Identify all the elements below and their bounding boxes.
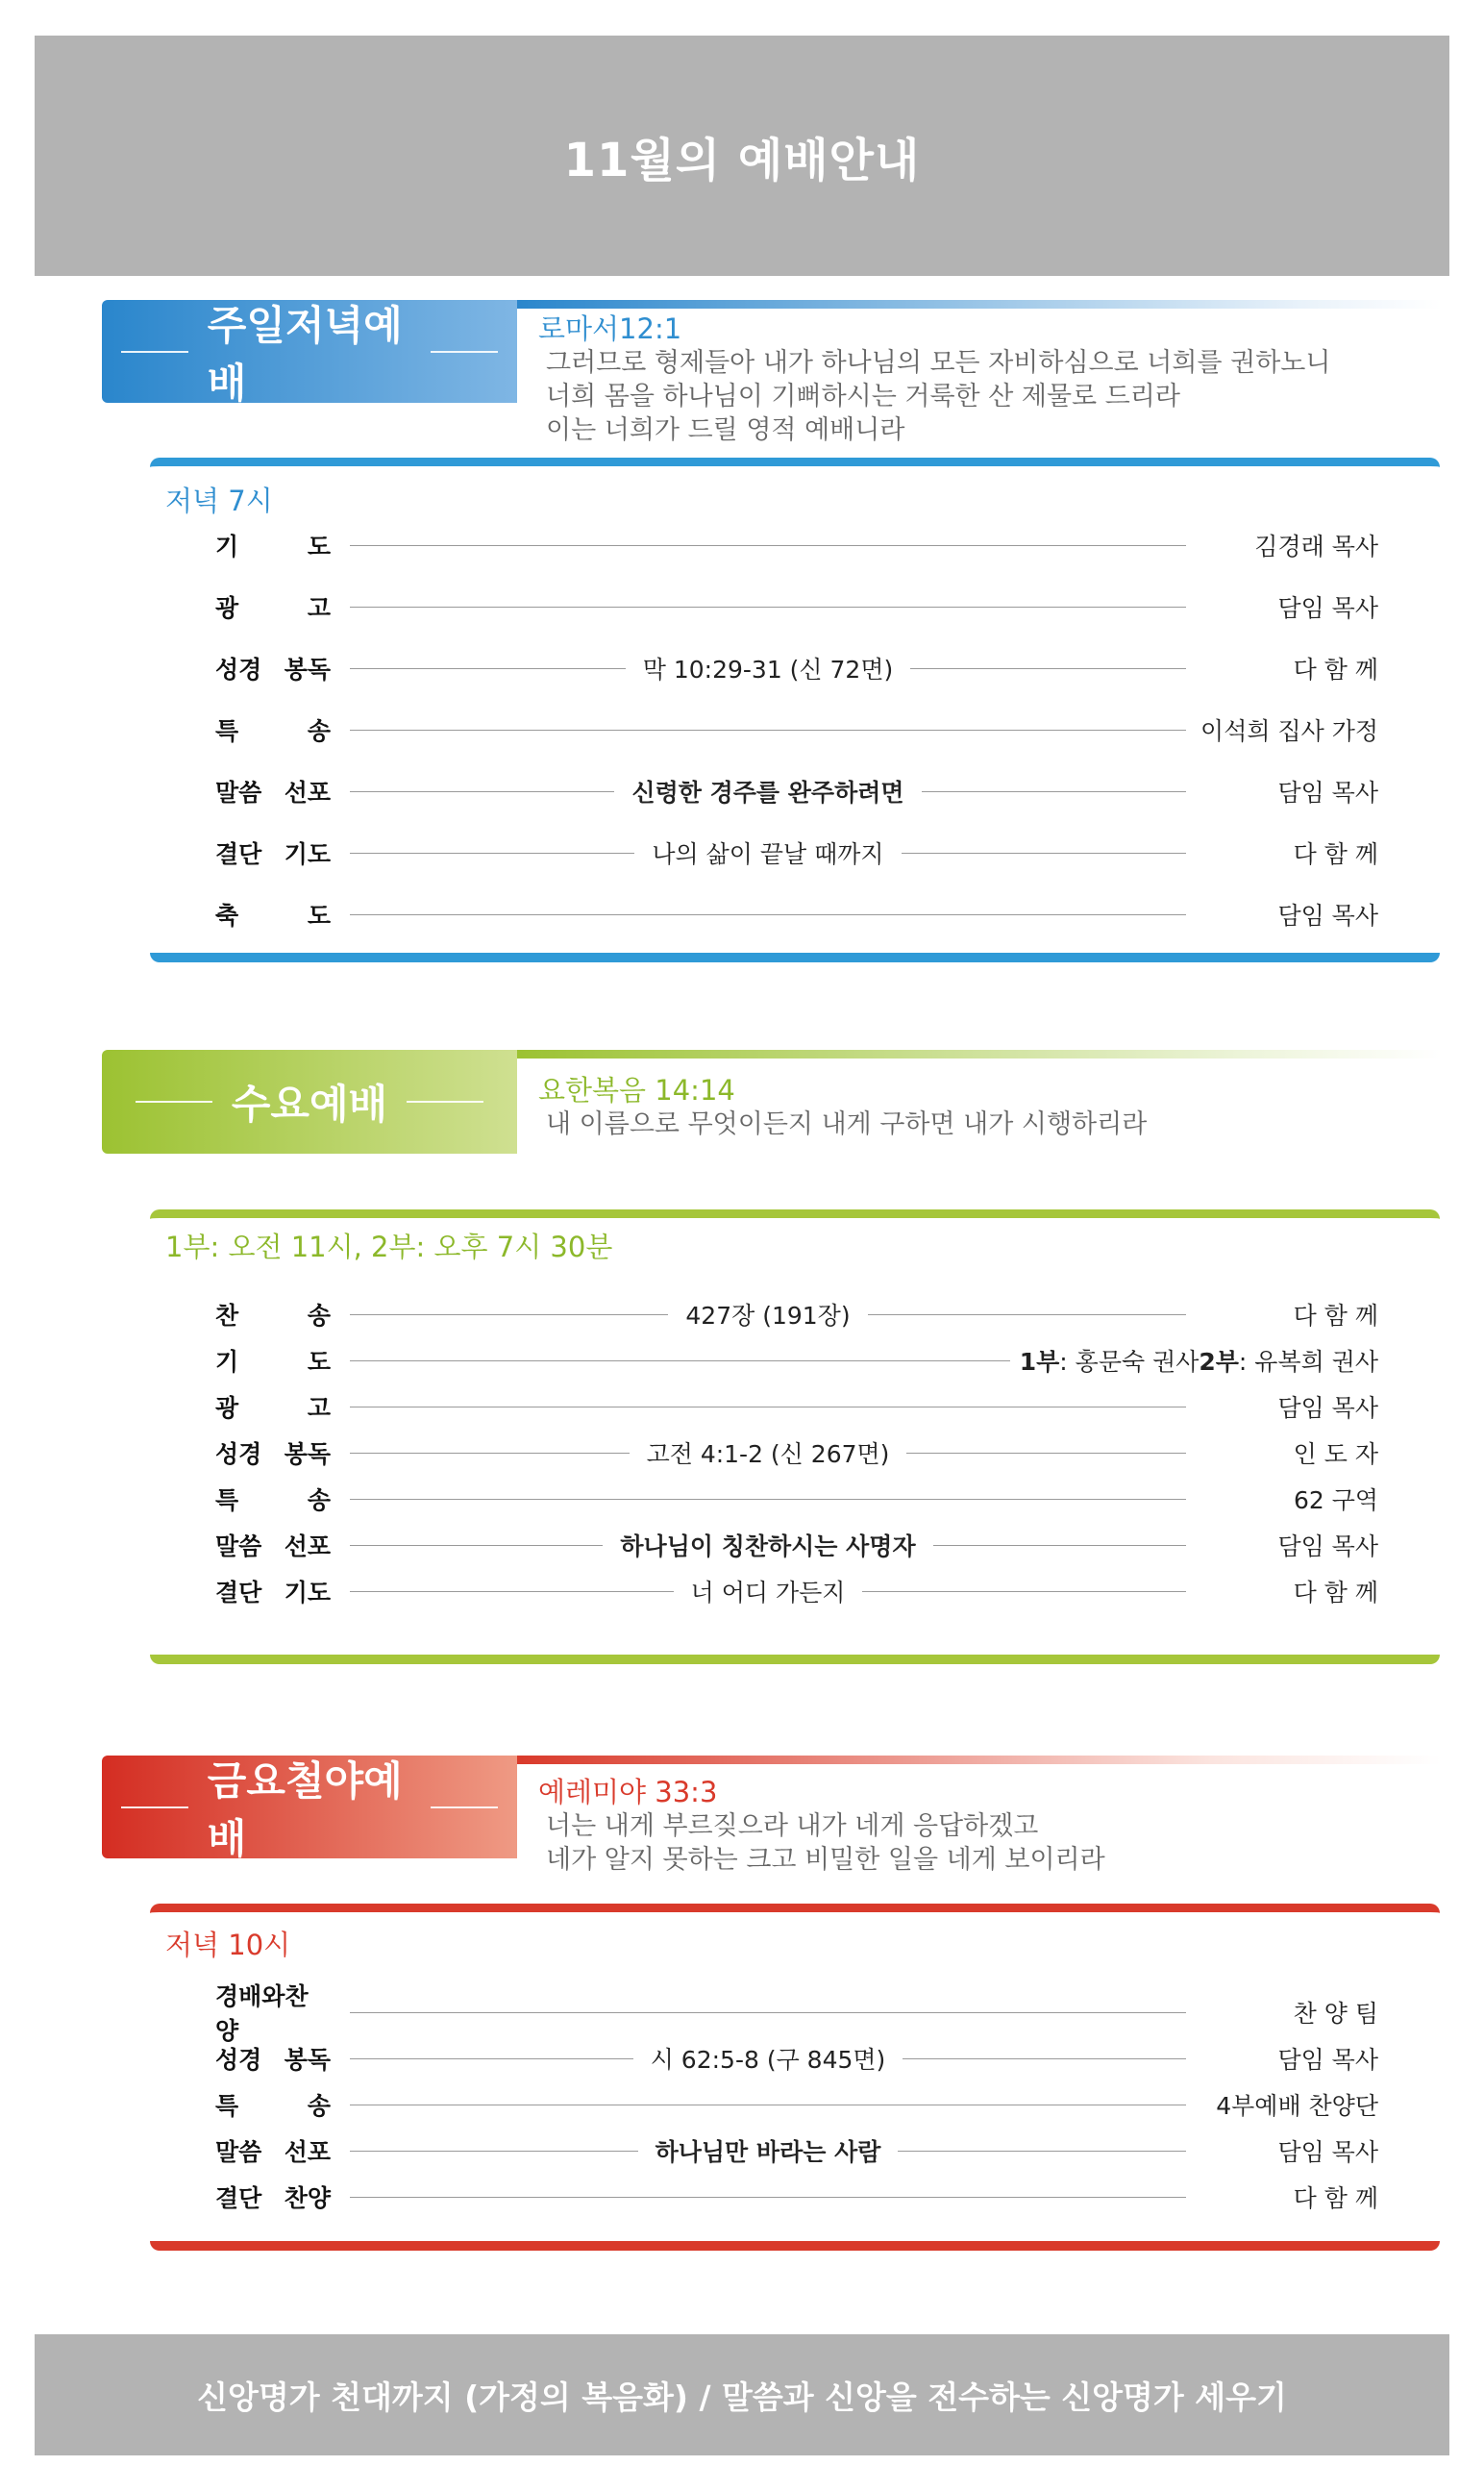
friday-verse-line: 네가 알지 못하는 크고 비밀한 일을 네게 보이리라: [546, 1845, 1105, 1875]
order-leader-text: 김경래 목사: [1254, 533, 1378, 560]
order-label: [215, 1982, 331, 2045]
order-leader-text: 담임 목사: [1277, 1394, 1378, 1422]
order-leader-text: 다 함 께: [1293, 656, 1378, 684]
order-label-part: 특: [215, 717, 239, 745]
order-leader-part: 2부: [1199, 1348, 1239, 1376]
sunday-verse-ref: 로마서12:1: [538, 312, 682, 345]
order-label: [215, 576, 331, 637]
section-sunday-evening: [0, 300, 1484, 973]
wednesday-verse-line: 내 이름으로 무엇이든지 내게 구하면 내가 시행하리라: [546, 1109, 1148, 1139]
leader-line: [350, 2012, 1186, 2013]
friday-order-box: [150, 1904, 1440, 2251]
order-leader-text: 이석희 집사 가정: [1200, 717, 1378, 745]
order-label: [215, 1522, 331, 1568]
order-leader-text: 다 함 께: [1293, 1302, 1378, 1330]
order-label: [215, 760, 331, 822]
order-leader-text: 담임 목사: [1277, 2046, 1378, 2074]
order-label-part: 봉독: [284, 656, 331, 684]
order-detail: [350, 2035, 1186, 2081]
order-label: [215, 2174, 331, 2220]
order-row: [215, 1383, 1378, 1430]
order-leader-text: 62 구역: [1293, 1486, 1378, 1514]
footer-banner: [35, 2334, 1449, 2455]
order-detail-text: 시 62:5-8 (구 845면): [633, 2041, 903, 2076]
wednesday-verse-ref: 요한복음 14:14: [538, 1074, 735, 1107]
order-label-part: 송: [307, 1302, 331, 1330]
sunday-verse-line: 그러므로 형제들아 내가 하나님의 모든 자비하심으로 너희를 권하노니: [546, 348, 1331, 378]
leader-line: [350, 607, 1186, 608]
order-row: [215, 760, 1378, 822]
friday-verse-line: 너는 내게 부르짖으라 내가 네게 응답하겠고: [546, 1811, 1039, 1841]
order-label-part: 고: [307, 1394, 331, 1422]
order-label-part: 광: [215, 1394, 239, 1422]
order-label-part: 기도: [284, 840, 331, 868]
order-label-part: 봉독: [284, 2046, 331, 2074]
order-label-part: 도: [307, 902, 331, 930]
order-label-part: 말씀: [215, 2138, 262, 2166]
order-leader-text: 인 도 자: [1293, 1440, 1378, 1468]
order-leader: [1284, 1291, 1378, 1337]
footer-text: 신앙명가 천대까지 (가정의 복음화) / 말씀과 신앙을 전수하는 신앙명가 세우기: [197, 2378, 1287, 2416]
order-label-part: 송: [307, 2092, 331, 2120]
page-title: 11월의 예배안내: [563, 133, 921, 187]
wednesday-order-box: [150, 1209, 1440, 1664]
order-label-part: 결단: [215, 1579, 262, 1607]
order-label-part: 선포: [284, 2138, 331, 2166]
order-detail: [350, 760, 1186, 822]
order-leader-text: 다 함 께: [1293, 840, 1378, 868]
friday-order-rows: [215, 1982, 1378, 2220]
order-label: [215, 822, 331, 884]
order-detail-text: 나의 삶이 끝날 때까지: [634, 835, 901, 870]
order-detail: [350, 822, 1186, 884]
order-label-part: 도: [307, 1348, 331, 1376]
sunday-time: 저녁 7시: [165, 485, 273, 517]
order-label: [215, 2035, 331, 2081]
order-leader-part: 1부: [1019, 1348, 1060, 1376]
order-row: [215, 822, 1378, 884]
order-detail-text: 막 10:29-31 (신 72면): [626, 651, 911, 685]
order-label-part: 성경: [215, 1440, 262, 1468]
leader-line: [350, 1499, 1186, 1500]
order-leader-text: 담임 목사: [1277, 1532, 1378, 1560]
sunday-tab: [102, 300, 517, 407]
friday-topline: [517, 1756, 1442, 1764]
order-leader: [1191, 699, 1378, 760]
order-leader: [1284, 1476, 1378, 1522]
order-label-part: 도: [307, 533, 331, 560]
order-detail-text: 하나님이 칭찬하시는 사명자: [603, 1528, 932, 1562]
order-leader: [1010, 1337, 1378, 1383]
order-leader: [1268, 2035, 1378, 2081]
order-row: [215, 2128, 1378, 2174]
order-leader: [1268, 884, 1378, 945]
order-leader-text: 담임 목사: [1277, 594, 1378, 622]
order-detail: [350, 2128, 1186, 2174]
order-row: [215, 1291, 1378, 1337]
order-label-part: 성경: [215, 656, 262, 684]
leader-line: [350, 2197, 1186, 2198]
order-row: [215, 637, 1378, 699]
order-label-part: 성경: [215, 2046, 262, 2074]
order-leader: [1268, 1522, 1378, 1568]
order-row: [215, 2174, 1378, 2220]
section-friday-night: [0, 1756, 1484, 2255]
order-leader: [1284, 637, 1378, 699]
order-label: [215, 637, 331, 699]
order-label-part: 선포: [284, 1532, 331, 1560]
order-label-part: 말씀: [215, 1532, 262, 1560]
wednesday-time: 1부: 오전 11시, 2부: 오후 7시 30분: [165, 1231, 613, 1263]
sunday-order-box: [150, 458, 1440, 962]
order-row: [215, 1982, 1378, 2045]
order-leader: [1284, 1989, 1378, 2035]
order-row: [215, 699, 1378, 760]
order-row: [215, 2035, 1378, 2081]
order-row: [215, 1476, 1378, 1522]
header-banner: [35, 36, 1449, 276]
order-leader: [1284, 1430, 1378, 1476]
order-detail-text: 신령한 경주를 완주하려면: [614, 774, 921, 809]
order-leader: [1268, 760, 1378, 822]
friday-verse-ref: 예레미야 33:3: [538, 1776, 718, 1808]
friday-tab: [102, 1756, 517, 1862]
order-label-part: 기도: [284, 1579, 331, 1607]
order-label-part: 광: [215, 594, 239, 622]
order-label: [215, 1476, 331, 1522]
friday-verse: [538, 1775, 1105, 1877]
order-row: [215, 576, 1378, 637]
order-label-part: 봉독: [284, 1440, 331, 1468]
sunday-verse: [538, 311, 1330, 447]
order-label-part: 결단: [215, 2184, 262, 2212]
section-wednesday: [0, 1050, 1484, 1684]
sunday-topline: [517, 300, 1442, 309]
order-row: [215, 884, 1378, 945]
wednesday-tab-label: 수요예배: [231, 1081, 388, 1128]
order-detail: [350, 637, 1186, 699]
order-label-part: 찬양: [284, 2184, 331, 2212]
sunday-tab-label: 주일저녁예배: [207, 301, 403, 407]
order-detail-text: 고전 4:1-2 (신 267면): [630, 1435, 907, 1470]
order-leader: [1284, 822, 1378, 884]
order-label: [215, 2128, 331, 2174]
order-leader-text: 다 함 께: [1293, 1579, 1378, 1607]
order-label: [215, 2081, 331, 2128]
order-leader: [1284, 2174, 1378, 2220]
order-detail: [350, 1568, 1186, 1614]
order-label: [215, 1383, 331, 1430]
order-detail: [350, 1522, 1186, 1568]
order-label-part: 기: [215, 1348, 239, 1376]
order-label-part: 송: [307, 1486, 331, 1514]
order-label: [215, 1430, 331, 1476]
sunday-verse-line: 이는 너희가 드릴 영적 예배니라: [546, 415, 905, 445]
order-leader: [1284, 1568, 1378, 1614]
order-label: [215, 1337, 331, 1383]
order-leader-text: 찬 양 팀: [1293, 2000, 1378, 2028]
order-leader-text: 담임 목사: [1277, 779, 1378, 807]
order-row: [215, 514, 1378, 576]
order-leader: [1268, 1383, 1378, 1430]
order-label-part: 경배와찬양: [215, 1982, 309, 2045]
order-leader-text: 담임 목사: [1277, 902, 1378, 930]
order-label: [215, 1568, 331, 1614]
order-label-part: 송: [307, 717, 331, 745]
wednesday-order-rows: [215, 1291, 1378, 1614]
order-label-part: 축: [215, 902, 239, 930]
order-leader-text: 4부예배 찬양단: [1216, 2092, 1378, 2120]
sunday-order-rows: [215, 514, 1378, 945]
order-detail-text: 너 어디 가든지: [674, 1574, 863, 1608]
order-label-part: 선포: [284, 779, 331, 807]
order-label-part: 말씀: [215, 779, 262, 807]
order-row: [215, 2081, 1378, 2128]
order-label-part: 특: [215, 2092, 239, 2120]
order-detail-text: 하나님만 바라는 사람: [638, 2133, 899, 2168]
order-leader: [1268, 576, 1378, 637]
wednesday-topline: [517, 1050, 1442, 1059]
order-row: [215, 1430, 1378, 1476]
order-label-part: 기: [215, 533, 239, 560]
order-leader-text: 다 함 께: [1293, 2184, 1378, 2212]
order-label-part: 결단: [215, 840, 262, 868]
order-label: [215, 1291, 331, 1337]
wednesday-verse: [538, 1073, 1147, 1141]
sunday-verse-line: 너희 몸을 하나님이 기뻐하시는 거룩한 산 제물로 드리라: [546, 382, 1180, 411]
friday-tab-label: 금요철야예배: [207, 1756, 403, 1862]
order-leader-part: : 유복희 권사: [1238, 1348, 1378, 1376]
order-leader: [1268, 2128, 1378, 2174]
order-detail: [350, 1430, 1186, 1476]
order-row: [215, 1522, 1378, 1568]
order-leader: [1245, 514, 1378, 576]
leader-line: [350, 914, 1186, 915]
friday-time: 저녁 10시: [165, 1929, 291, 1961]
order-row: [215, 1568, 1378, 1614]
wednesday-tab: [102, 1050, 517, 1154]
order-leader-text: 담임 목사: [1277, 2138, 1378, 2166]
order-label-part: 고: [307, 594, 331, 622]
order-detail-text: 427장 (191장): [668, 1297, 867, 1332]
order-detail: [350, 1291, 1186, 1337]
leader-line: [350, 730, 1186, 731]
order-label-part: 찬: [215, 1302, 239, 1330]
order-label-part: 특: [215, 1486, 239, 1514]
order-label: [215, 514, 331, 576]
order-leader-part: : 홍문숙 권사: [1059, 1348, 1200, 1376]
order-row: [215, 1337, 1378, 1383]
order-label: [215, 699, 331, 760]
order-label: [215, 884, 331, 945]
order-leader: [1206, 2081, 1378, 2128]
leader-line: [350, 545, 1186, 546]
